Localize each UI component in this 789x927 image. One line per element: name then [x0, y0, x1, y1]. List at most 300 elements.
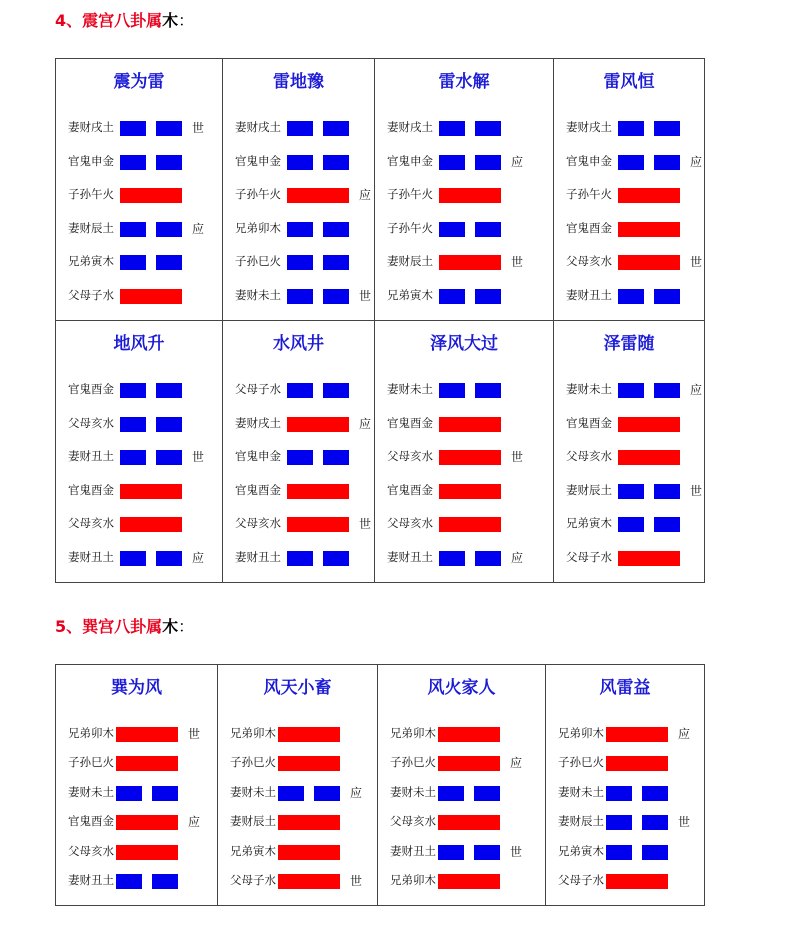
ying-marker: 应 [350, 785, 363, 800]
ying-marker: 应 [511, 154, 524, 169]
yao-line [56, 414, 222, 434]
yao-line [56, 753, 217, 773]
yao-label: 子孙午火 [566, 187, 612, 202]
yao-line [554, 514, 704, 534]
yao-line [554, 118, 704, 138]
yang-bar [618, 551, 680, 566]
yao-line [375, 152, 553, 172]
yao-label: 官鬼酉金 [566, 220, 612, 235]
yao-label: 父母子水 [68, 288, 114, 302]
yin-bar-segment [116, 874, 142, 889]
hexagram-cell [223, 59, 375, 321]
yao-label: 父母亥水 [235, 516, 281, 531]
yao-label: 官鬼酉金 [68, 382, 114, 396]
shi-marker: 世 [192, 121, 205, 135]
section-5-heading [55, 614, 194, 637]
yao-label: 妻财丑土 [235, 550, 281, 564]
hexagram-name: 雷地豫 [273, 72, 324, 92]
shi-marker: 世 [350, 874, 363, 888]
yao-line [546, 871, 704, 891]
yao-label: 妻财辰土 [566, 482, 612, 497]
yao-line [56, 842, 217, 862]
hexagram-name: 震为雷 [113, 72, 165, 92]
hexagram-name: 风火家人 [427, 678, 496, 698]
yao-label: 官鬼酉金 [235, 482, 281, 497]
yao-line [223, 252, 374, 272]
yao-line [375, 548, 553, 568]
yao-line [56, 185, 222, 205]
yao-line [223, 514, 374, 534]
yao-label: 父母亥水 [566, 449, 612, 464]
yao-line [218, 842, 377, 862]
yin-bar-segment [475, 155, 501, 170]
shi-marker: 世 [690, 483, 703, 498]
yao-line [546, 724, 704, 744]
yin-bar-segment [654, 289, 680, 304]
yao-label: 妻财辰土 [558, 814, 604, 829]
yin-bar-segment [287, 255, 313, 270]
yao-line [56, 514, 222, 534]
yin-bar-segment [120, 551, 146, 566]
yao-line [546, 783, 704, 803]
hexagram-cell [554, 59, 705, 321]
yang-bar [618, 450, 680, 465]
hexagram-cell [554, 321, 705, 583]
yao-line [378, 783, 545, 803]
yin-bar-segment [618, 484, 644, 499]
yin-bar-segment [287, 289, 313, 304]
yin-bar-segment [314, 786, 340, 801]
yao-label: 官鬼酉金 [566, 415, 612, 430]
yao-label: 子孙巳火 [68, 755, 114, 770]
yao-line [56, 118, 222, 138]
yao-label: 父母亥水 [387, 516, 433, 531]
yao-line [223, 286, 374, 306]
yin-bar-segment [654, 383, 680, 398]
yin-bar-segment [654, 155, 680, 170]
yin-bar-segment [287, 222, 313, 237]
yao-line [375, 514, 553, 534]
yao-line [375, 118, 553, 138]
yao-line [223, 481, 374, 501]
ying-marker: 应 [510, 756, 523, 771]
ying-marker: 应 [188, 815, 201, 830]
yin-bar-segment [475, 551, 501, 566]
yin-bar-segment [654, 484, 680, 499]
yao-label: 官鬼申金 [235, 153, 281, 168]
yin-bar-segment [618, 289, 644, 304]
ying-marker: 应 [690, 383, 703, 397]
yao-line [56, 380, 222, 400]
yao-label: 兄弟卯木 [230, 726, 276, 740]
yin-bar-segment [323, 289, 349, 304]
yin-bar-segment [475, 383, 501, 398]
yao-label: 子孙午火 [68, 187, 114, 202]
yang-bar [120, 289, 182, 304]
yao-label: 父母子水 [235, 382, 281, 396]
yang-bar [439, 484, 501, 499]
yao-label: 兄弟卯木 [235, 220, 281, 235]
yao-label: 兄弟寅木 [68, 254, 114, 269]
yang-bar [278, 815, 340, 830]
yin-bar-segment [152, 786, 178, 801]
yao-line [554, 152, 704, 172]
yao-line [375, 414, 553, 434]
yao-line [218, 724, 377, 744]
yao-label: 兄弟寅木 [230, 843, 276, 858]
yao-label: 兄弟卯木 [68, 726, 114, 740]
yao-line [223, 548, 374, 568]
yin-bar-segment [156, 551, 182, 566]
yin-bar-segment [474, 786, 500, 801]
yang-bar [120, 484, 182, 499]
yao-label: 妻财未土 [68, 784, 114, 799]
yao-line [56, 812, 217, 832]
yao-label: 子孙巳火 [235, 254, 281, 269]
hexagram-cell [218, 665, 378, 906]
hexagram-cell [375, 321, 554, 583]
yao-label: 妻财戌土 [387, 120, 433, 134]
yao-line [554, 185, 704, 205]
yang-bar [116, 815, 178, 830]
yao-line [223, 414, 374, 434]
yao-line [554, 414, 704, 434]
yang-bar [287, 517, 349, 532]
yao-label: 官鬼申金 [68, 153, 114, 168]
yin-bar-segment [439, 383, 465, 398]
yin-bar-segment [156, 155, 182, 170]
yao-label: 妻财未土 [566, 382, 612, 396]
yao-line [554, 481, 704, 501]
yao-line [56, 286, 222, 306]
yin-bar-segment [474, 845, 500, 860]
yao-label: 子孙巳火 [558, 755, 604, 770]
yao-label: 妻财丑土 [566, 288, 612, 302]
yin-bar-segment [323, 155, 349, 170]
hexagram-cell [56, 321, 223, 583]
yao-line [223, 380, 374, 400]
yao-label: 父母子水 [558, 873, 604, 887]
shi-marker: 世 [359, 289, 372, 303]
hexagram-name: 风天小畜 [263, 678, 332, 698]
yao-line [378, 724, 545, 744]
yang-bar [116, 727, 178, 742]
yao-line [218, 871, 377, 891]
yao-line [554, 447, 704, 467]
yao-line [218, 812, 377, 832]
yin-bar-segment [120, 255, 146, 270]
hexagram-name: 巽为风 [111, 678, 162, 698]
yao-label: 父母亥水 [390, 814, 436, 829]
yang-bar [278, 874, 340, 889]
yao-line [56, 871, 217, 891]
yin-bar-segment [120, 383, 146, 398]
yin-bar-segment [475, 121, 501, 136]
yang-bar [439, 517, 501, 532]
yao-line [378, 871, 545, 891]
yin-bar-segment [439, 289, 465, 304]
yang-bar [438, 756, 500, 771]
hexagram-name: 风雷益 [599, 678, 651, 698]
yao-label: 父母亥水 [68, 843, 114, 858]
yin-bar-segment [156, 450, 182, 465]
yao-label: 妻财戌土 [68, 120, 114, 134]
yin-bar-segment [642, 786, 668, 801]
section-4-hexagram-table [55, 58, 705, 583]
yao-label: 妻财辰土 [387, 254, 433, 269]
yao-line [546, 842, 704, 862]
yang-bar [438, 874, 500, 889]
yao-label: 妻财戌土 [235, 120, 281, 134]
yin-bar-segment [120, 222, 146, 237]
section-5-heading-element: 木 [162, 617, 179, 636]
yao-label: 子孙午火 [235, 187, 281, 202]
yang-bar [618, 255, 680, 270]
yang-bar [606, 727, 668, 742]
yang-bar [618, 417, 680, 432]
yao-line [554, 219, 704, 239]
yao-line [375, 219, 553, 239]
yin-bar-segment [439, 222, 465, 237]
ying-marker: 应 [192, 221, 205, 236]
yin-bar-segment [323, 551, 349, 566]
shi-marker: 世 [511, 450, 524, 465]
yao-line [56, 219, 222, 239]
yang-bar [438, 815, 500, 830]
yin-bar-segment [323, 383, 349, 398]
section-4-heading-text: 4、震宫八卦属 [55, 11, 163, 30]
yang-bar [278, 845, 340, 860]
section-5-hexagram-table [55, 664, 705, 906]
yang-bar [438, 727, 500, 742]
ying-marker: 应 [678, 727, 691, 741]
yin-bar-segment [475, 289, 501, 304]
yao-line [56, 152, 222, 172]
yao-line [56, 724, 217, 744]
yao-label: 妻财辰土 [68, 220, 114, 235]
hexagram-cell [56, 59, 223, 321]
yao-line [554, 548, 704, 568]
yao-label: 妻财丑土 [68, 873, 114, 887]
shi-marker: 世 [359, 517, 372, 532]
yang-bar [606, 874, 668, 889]
yin-bar-segment [642, 815, 668, 830]
yin-bar-segment [287, 121, 313, 136]
yao-label: 官鬼酉金 [387, 415, 433, 430]
yao-label: 子孙巳火 [390, 755, 436, 770]
yao-line [56, 252, 222, 272]
ying-marker: 应 [359, 188, 372, 203]
yin-bar-segment [323, 222, 349, 237]
yang-bar [606, 756, 668, 771]
yao-line [554, 286, 704, 306]
yang-bar [439, 255, 501, 270]
yao-line [378, 812, 545, 832]
yin-bar-segment [438, 786, 464, 801]
yao-line [554, 252, 704, 272]
ying-marker: 应 [192, 551, 205, 565]
yao-line [218, 753, 377, 773]
yao-label: 官鬼申金 [387, 153, 433, 168]
ying-marker: 应 [690, 154, 703, 169]
yin-bar-segment [156, 417, 182, 432]
yin-bar-segment [475, 222, 501, 237]
shi-marker: 世 [192, 450, 205, 465]
hexagram-cell [223, 321, 375, 583]
yin-bar-segment [156, 121, 182, 136]
hexagram-cell [378, 665, 546, 906]
yin-bar-segment [654, 121, 680, 136]
yao-label: 父母亥水 [68, 516, 114, 531]
yin-bar-segment [439, 121, 465, 136]
yao-label: 父母子水 [230, 873, 276, 887]
shi-marker: 世 [188, 727, 201, 741]
yao-label: 兄弟寅木 [387, 288, 433, 302]
yin-bar-segment [439, 551, 465, 566]
yao-line [375, 481, 553, 501]
section-4-heading [55, 8, 194, 31]
yao-label: 妻财丑土 [387, 550, 433, 564]
yao-line [56, 481, 222, 501]
yao-label: 兄弟寅木 [558, 843, 604, 858]
yin-bar-segment [323, 450, 349, 465]
yao-line [375, 380, 553, 400]
ying-marker: 应 [511, 551, 524, 565]
yao-line [223, 118, 374, 138]
yin-bar-segment [618, 383, 644, 398]
hexagram-name: 雷风恒 [603, 72, 655, 92]
shi-marker: 世 [690, 255, 703, 270]
yao-label: 妻财辰土 [230, 814, 276, 829]
yao-label: 妻财未土 [390, 784, 436, 799]
yang-bar [120, 517, 182, 532]
yin-bar-segment [287, 155, 313, 170]
yin-bar-segment [642, 845, 668, 860]
yin-bar-segment [120, 450, 146, 465]
hexagram-row [56, 665, 705, 906]
yao-label: 妻财未土 [387, 382, 433, 396]
yao-line [375, 447, 553, 467]
yang-bar [439, 450, 501, 465]
yao-line [378, 842, 545, 862]
yao-line [56, 548, 222, 568]
yin-bar-segment [152, 874, 178, 889]
section-4-heading-element: 木 [162, 11, 179, 30]
yao-label: 子孙午火 [387, 220, 433, 235]
yao-label: 官鬼申金 [235, 449, 281, 464]
yao-line [223, 219, 374, 239]
hexagram-row [56, 321, 705, 583]
section-5-heading-text: 5、巽宫八卦属 [55, 617, 163, 636]
yao-line [56, 447, 222, 467]
shi-marker: 世 [511, 255, 524, 270]
yin-bar-segment [120, 155, 146, 170]
yao-label: 妻财未土 [558, 784, 604, 799]
yao-label: 父母亥水 [566, 254, 612, 269]
yao-label: 妻财未土 [230, 784, 276, 799]
yin-bar-segment [287, 383, 313, 398]
yao-label: 父母亥水 [387, 449, 433, 464]
yin-bar-segment [120, 121, 146, 136]
yao-label: 兄弟卯木 [558, 726, 604, 740]
yin-bar-segment [654, 517, 680, 532]
yao-line [223, 447, 374, 467]
yin-bar-segment [287, 551, 313, 566]
yin-bar-segment [287, 450, 313, 465]
yang-bar [116, 756, 178, 771]
yin-bar-segment [278, 786, 304, 801]
yao-label: 妻财丑土 [390, 843, 436, 858]
yao-line [554, 380, 704, 400]
ying-marker: 应 [359, 416, 372, 431]
yao-label: 子孙午火 [387, 187, 433, 202]
shi-marker: 世 [510, 844, 523, 859]
yao-label: 官鬼申金 [566, 153, 612, 168]
yang-bar [120, 188, 182, 203]
hexagram-name: 水风井 [273, 334, 324, 354]
yang-bar [618, 222, 680, 237]
yang-bar [278, 727, 340, 742]
yao-label: 官鬼酉金 [68, 482, 114, 497]
yin-bar-segment [618, 155, 644, 170]
hexagram-cell [375, 59, 554, 321]
yang-bar [287, 188, 349, 203]
yao-label: 妻财未土 [235, 288, 281, 302]
hexagram-row [56, 59, 705, 321]
section-5-heading-colon: ： [178, 617, 195, 636]
hexagram-name: 雷水解 [438, 72, 490, 92]
yang-bar [287, 484, 349, 499]
yang-bar [287, 417, 349, 432]
yang-bar [618, 188, 680, 203]
yin-bar-segment [606, 815, 632, 830]
yin-bar-segment [606, 786, 632, 801]
yang-bar [439, 188, 501, 203]
yao-label: 官鬼酉金 [68, 814, 114, 829]
yao-label: 父母子水 [566, 550, 612, 564]
section-4-heading-colon: ： [178, 11, 195, 30]
yao-label: 妻财丑土 [68, 550, 114, 564]
yao-line [56, 783, 217, 803]
yin-bar-segment [618, 121, 644, 136]
yin-bar-segment [156, 255, 182, 270]
yao-line [218, 783, 377, 803]
yao-line [375, 185, 553, 205]
yao-label: 父母亥水 [68, 415, 114, 430]
yao-line [223, 185, 374, 205]
yao-line [546, 812, 704, 832]
yin-bar-segment [323, 255, 349, 270]
hexagram-name: 地风升 [113, 334, 165, 354]
yao-line [375, 252, 553, 272]
yin-bar-segment [120, 417, 146, 432]
hexagram-name: 泽雷随 [603, 334, 655, 354]
hexagram-name: 泽风大过 [430, 334, 498, 354]
yao-label: 兄弟寅木 [566, 516, 612, 531]
yao-label: 妻财戌土 [235, 415, 281, 430]
yao-line [378, 753, 545, 773]
yao-label: 子孙巳火 [230, 755, 276, 770]
yao-line [546, 753, 704, 773]
yin-bar-segment [323, 121, 349, 136]
yin-bar-segment [438, 845, 464, 860]
yao-label: 兄弟卯木 [390, 726, 436, 740]
yao-line [223, 152, 374, 172]
yin-bar-segment [439, 155, 465, 170]
yin-bar-segment [618, 517, 644, 532]
yang-bar [278, 756, 340, 771]
yin-bar-segment [606, 845, 632, 860]
